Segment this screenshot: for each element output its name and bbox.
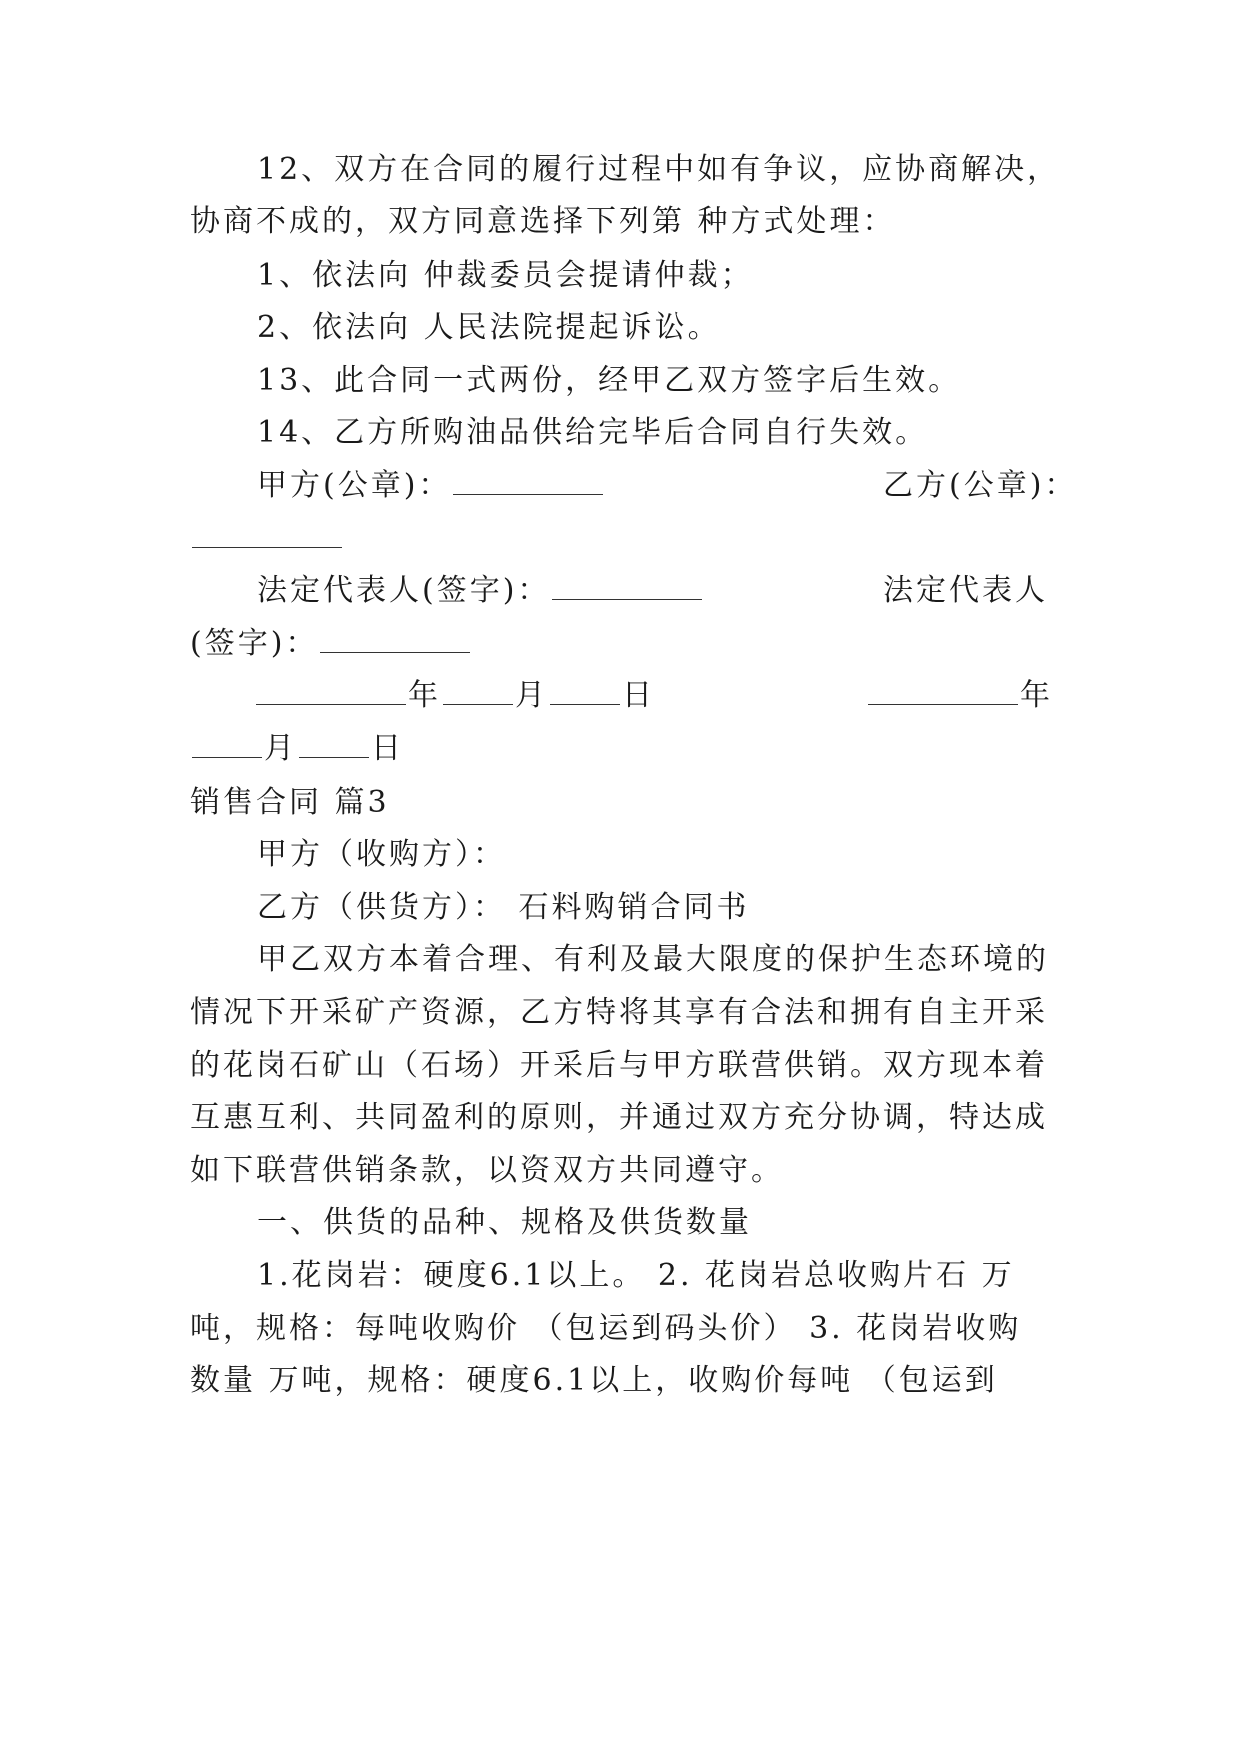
party-a-rep-row	[257, 571, 704, 611]
intro-paragraph-line: 甲乙双方本着合理、有利及最大限度的保护生态环境的	[257, 942, 1049, 977]
spec-line: 数量 万吨，规格：硬度6.1以上，收购价每吨 （包运到	[190, 1363, 998, 1398]
party-a-year-blank	[256, 702, 406, 705]
spec-line: 吨，规格：每吨收购价 （包运到码头价） 3. 花岗岩收购	[190, 1311, 1022, 1346]
party-a-seal-row	[257, 466, 605, 506]
intro-paragraph-line: 情况下开采矿产资源，乙方特将其享有合法和拥有自主开采	[190, 995, 1048, 1030]
party-b-seal-blank-row	[190, 519, 344, 559]
party-a-rep-blank	[552, 597, 702, 600]
option-1: 1、依法向 仲裁委员会提请仲裁；	[257, 258, 754, 293]
party-b-year-label: 年	[1020, 678, 1053, 713]
clause-14: 14、乙方所购油品供给完毕后合同自行失效。	[257, 415, 929, 450]
item-1-title: 一、供货的品种、规格及供货数量	[257, 1205, 752, 1240]
party-b-date-row	[190, 729, 404, 769]
party-b-seal-label: 乙方(公章)：	[883, 468, 1078, 503]
party-a-rep-label: 法定代表人(签字)：	[257, 573, 551, 608]
party-b-month-label: 月	[264, 731, 297, 766]
party-b-seal-blank	[192, 545, 342, 548]
intro-paragraph-line: 互惠互利、共同盈利的原则，并通过双方充分协调，特达成	[190, 1100, 1048, 1135]
party-a-month-blank	[443, 702, 513, 705]
party-b-rep-label-1: 法定代表人	[883, 573, 1048, 608]
party-b-rep-row	[190, 624, 472, 664]
spec-line: 1.花岗岩：硬度6.1以上。 2. 花岗岩总收购片石 万	[257, 1258, 1015, 1293]
party-b-day-blank	[299, 755, 369, 758]
supplier-line: 乙方（供货方）： 石料购销合同书	[257, 890, 750, 925]
option-2: 2、依法向 人民法院提起诉讼。	[257, 310, 721, 345]
intro-paragraph-line: 如下联营供销条款，以资双方共同遵守。	[190, 1153, 784, 1188]
party-a-year-label: 年	[408, 678, 441, 713]
party-b-rep-label-2: (签字)：	[190, 626, 319, 661]
party-b-year-blank	[868, 702, 1018, 705]
party-a-day-blank	[550, 702, 620, 705]
party-b-day-label: 日	[371, 731, 404, 766]
party-a-seal-label: 甲方(公章)：	[257, 468, 452, 503]
clause-12-line-1: 12、双方在合同的履行过程中如有争议，应协商解决，	[257, 152, 1061, 187]
party-a-day-label: 日	[622, 678, 655, 713]
party-a-seal-blank	[453, 492, 603, 495]
buyer-line: 甲方（收购方）：	[257, 837, 506, 872]
party-a-month-label: 月	[515, 678, 548, 713]
clause-12-line-2: 协商不成的，双方同意选择下列第 种方式处理：	[190, 204, 896, 239]
clause-13: 13、此合同一式两份，经甲乙双方签字后生效。	[257, 363, 962, 398]
intro-paragraph-line: 的花岗石矿山（石场）开采后与甲方联营供销。双方现本着	[190, 1048, 1048, 1083]
party-b-year-row	[866, 676, 1053, 716]
section-heading: 销售合同 篇3	[190, 785, 390, 820]
party-b-month-blank	[192, 755, 262, 758]
party-b-rep-blank	[320, 650, 470, 653]
party-a-date-row	[254, 676, 655, 716]
